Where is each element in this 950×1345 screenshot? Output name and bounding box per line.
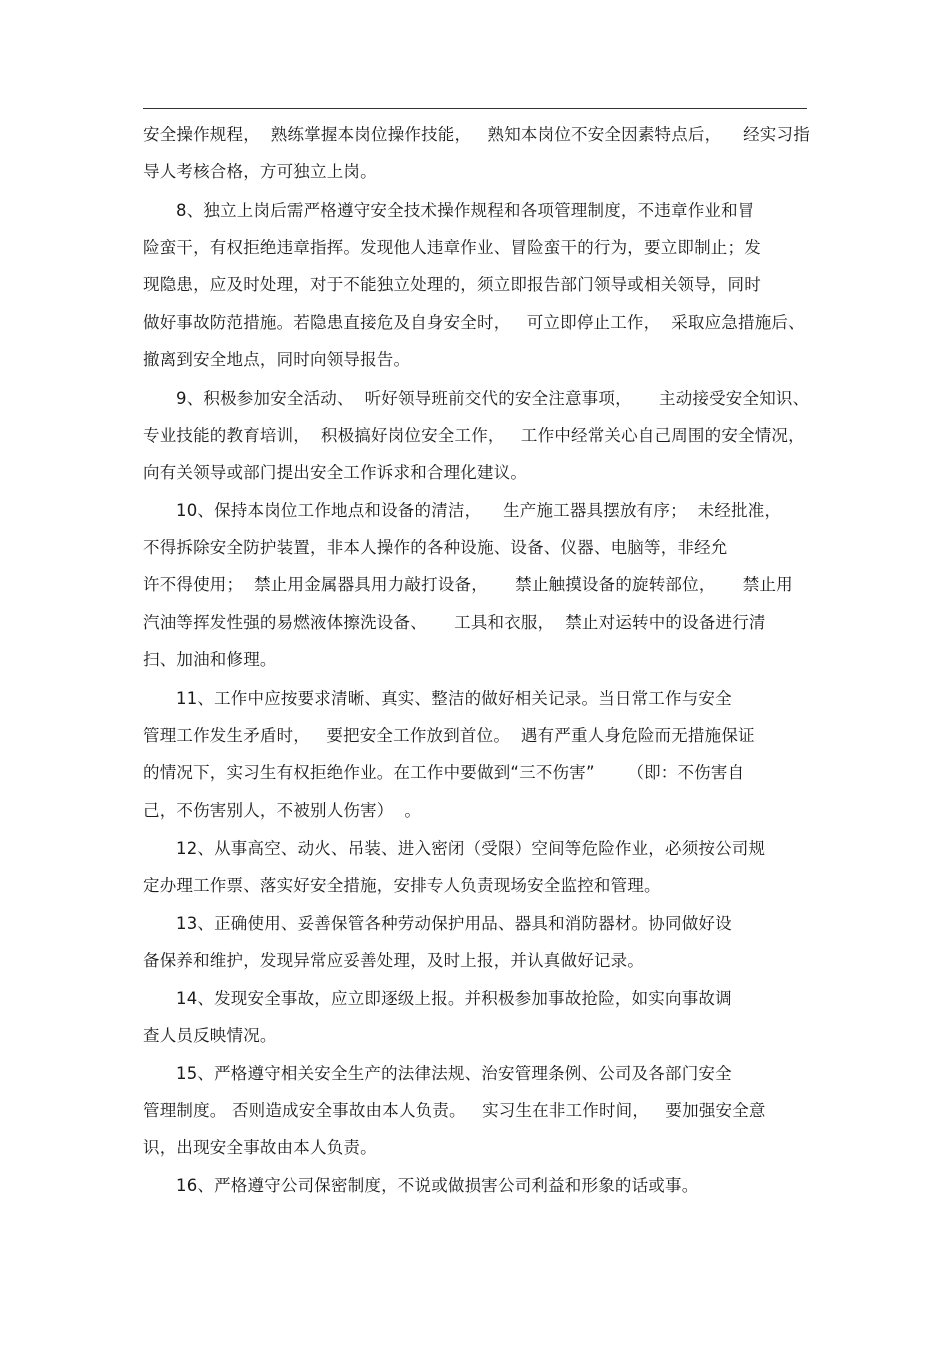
text-line: 查人员反映情况。 <box>143 1026 277 1045</box>
text-line: 不得拆除安全防护装置，非本人操作的各种设施、设备、仪器、电脑等，非经允 <box>143 538 728 557</box>
paragraph-8-start: 8、独立上岗后需严格遵守安全技术操作规程和各项管理制度，不违章作业和冒 <box>176 201 755 220</box>
text-line: 向有关领导或部门提出安全工作诉求和合理化建议。 <box>143 463 528 482</box>
text-line: 定办理工作票、落实好安全措施，安排专人负责现场安全监控和管理。 <box>143 876 661 895</box>
text-line: 许不得使用； 禁止用金属器具用力敲打设备， 禁止触摸设备的旋转部位， 禁止用 <box>143 575 793 594</box>
text-line: 做好事故防范措施。若隐患直接危及自身安全时， 可立即停止工作， 采取应急措施后、 <box>143 313 805 332</box>
text-line: 管理制度。 否则造成安全事故由本人负责。 实习生在非工作时间， 要加强安全意 <box>143 1101 766 1120</box>
text-line: 险蛮干，有权拒绝违章指挥。发现他人违章作业、冒险蛮干的行为，要立即制止；发 <box>143 238 761 257</box>
paragraph-16-start: 16、严格遵守公司保密制度，不说或做损害公司利益和形象的话或事。 <box>176 1176 699 1195</box>
text-line: 扫、加油和修理。 <box>143 650 277 669</box>
text-line: 导人考核合格，方可独立上岗。 <box>143 162 377 181</box>
header-rule <box>143 108 807 109</box>
text-line: 的情况下，实习生有权拒绝作业。在工作中要做到“三不伤害” （即：不伤害自 <box>143 763 745 782</box>
paragraph-12-start: 12、从事高空、动火、吊装、进入密闭（受限）空间等危险作业，必须按公司规 <box>176 839 766 858</box>
paragraph-14-start: 14、发现安全事故，应立即逐级上报。并积极参加事故抢险，如实向事故调 <box>176 989 732 1008</box>
paragraph-10-start: 10、保持本岗位工作地点和设备的清洁， 生产施工器具摆放有序； 未经批准， <box>176 501 782 520</box>
text-line: 识，出现安全事故由本人负责。 <box>143 1138 377 1157</box>
paragraph-11-start: 11、工作中应按要求清晰、真实、整洁的做好相关记录。当日常工作与安全 <box>176 689 732 708</box>
paragraph-13-start: 13、正确使用、妥善保管各种劳动保护用品、器具和消防器材。协同做好设 <box>176 914 732 933</box>
text-line: 专业技能的教育培训， 积极搞好岗位安全工作， 工作中经常关心自己周围的安全情况， <box>143 426 805 445</box>
text-line: 备保养和维护，发现异常应妥善处理，及时上报，并认真做好记录。 <box>143 951 644 970</box>
text-line: 管理工作发生矛盾时， 要把安全工作放到首位。 遇有严重人身危险而无措施保证 <box>143 726 755 745</box>
text-line: 撤离到安全地点，同时向领导报告。 <box>143 350 411 369</box>
paragraph-15-start: 15、严格遵守相关安全生产的法律法规、治安管理条例、公司及各部门安全 <box>176 1064 732 1083</box>
paragraph-9-start: 9、积极参加安全活动、 听好领导班前交代的安全注意事项， 主动接受安全知识、 <box>176 389 810 408</box>
text-line: 安全操作规程， 熟练掌握本岗位操作技能， 熟知本岗位不安全因素特点后， 经实习指 <box>143 125 810 144</box>
text-line: 己，不伤害别人，不被别人伤害） 。 <box>143 801 422 820</box>
text-line: 汽油等挥发性强的易燃液体擦洗设备、 工具和衣服， 禁止对运转中的设备进行清 <box>143 613 766 632</box>
text-line: 现隐患，应及时处理，对于不能独立处理的，须立即报告部门领导或相关领导，同时 <box>143 275 761 294</box>
